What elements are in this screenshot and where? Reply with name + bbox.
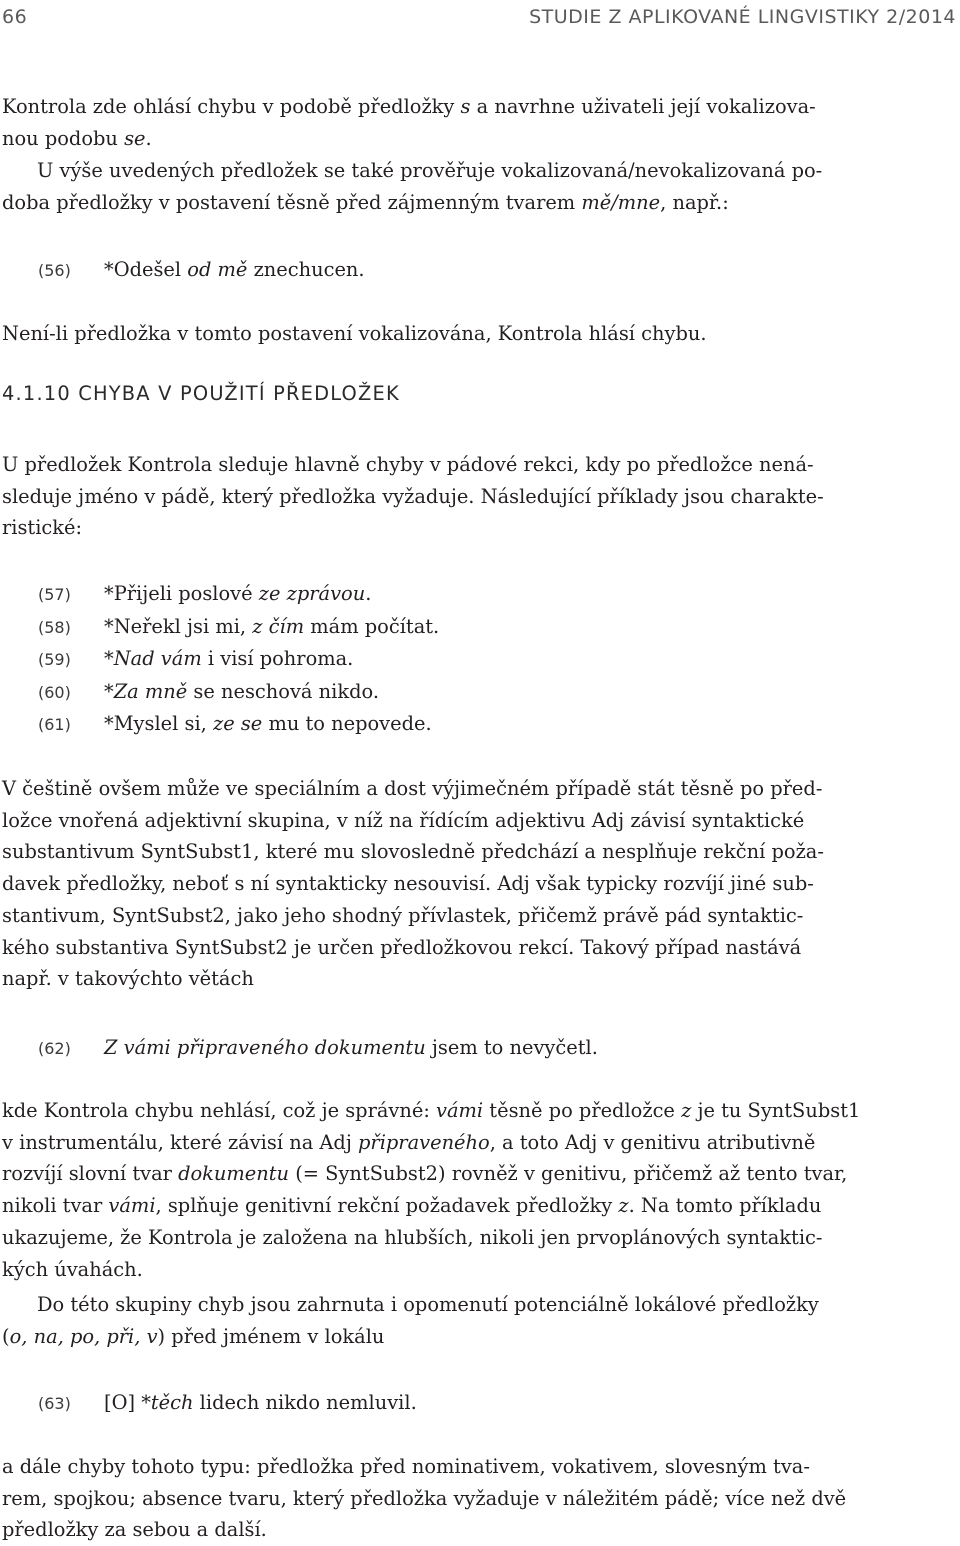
list-item: (59) *Nad vám i visí pohroma. — [38, 647, 354, 670]
example-63: (63) [O] *těch lidech nikdo nemluvil. — [38, 1391, 417, 1414]
paragraph-7: Do této skupiny chyb jsou zahrnuta i opomenutí potenciálně lokálové předložky (o, na, po, při, v) před jménem v lokálu — [2, 1293, 819, 1348]
paragraph-1: Kontrola zde ohlásí chybu v podobě předložky s a navrhne uživateli její vokalizova- nou podobu se. — [2, 95, 816, 150]
paragraph-4: U předložek Kontrola sleduje hlavně chyby v pádové rekci, kdy po předložce nená- sleduje jméno v pádě, který předložka vyžaduje. Následující příklady jsou charakte- ristické: — [2, 453, 824, 540]
paragraph-8: a dále chyby tohoto typu: předložka před nominativem, vokativem, slovesným tva- rem, spojkou; absence tvaru, který předložka vyžaduje v náležitém pádě; více než dvě předložky za sebou a další. — [2, 1455, 847, 1542]
section-heading: 4.1.10 CHYBA V POUŽITÍ PŘEDLOŽEK — [2, 382, 400, 405]
journal-title: STUDIE Z APLIKOVANÉ LINGVISTIKY 2/2014 — [529, 6, 956, 28]
paragraph-5: V češtině ovšem může ve speciálním a dost výjimečném případě stát těsně po před- ložce vnořená adjektivní skupina, v níž na řídícím adjektivu Adj závisí syntaktické substantivum SyntSubst1, které mu slovosledně předchází a nesplňuje rekční poža- davek předložky, neboť s ní syntakticky nesouvisí. Adj však typicky rozvíjí jiné sub- stantivum, SyntSubst2, jako jeho shodný přívlastek, přičemž právě pád syntaktic- kého substantiva SyntSubst2 je určen předložkovou rekcí. Takový případ nastává např. v takovýchto větách — [2, 777, 824, 991]
page-number: 66 — [2, 6, 28, 28]
list-item: (61) *Myslel si, ze se mu to nepovede. — [38, 712, 432, 735]
example-number: (56) — [38, 261, 71, 280]
example-56: (56) *Odešel od mě znechucen. — [38, 254, 938, 287]
example-list — [38, 578, 938, 741]
running-header — [2, 6, 960, 34]
list-item: (58) *Neřekl jsi mi, z čím mám počítat. — [38, 614, 440, 638]
paragraph-2: U výše uvedených předložek se také prověřuje vokalizovaná/nevokalizovaná po- doba předložky v postavení těsně před zájmenným tvarem mě/mne, např.: — [2, 159, 823, 214]
list-item: (57) *Přijeli poslové ze zprávou. — [38, 582, 372, 605]
paragraph-3: Není-li předložka v tomto postavení vokalizována, Kontrola hlásí chybu. — [2, 322, 707, 345]
example-62: (62) Z vámi připraveného dokumentu jsem to nevyčetl. — [38, 1036, 598, 1059]
paragraph-6: kde Kontrola chybu nehlásí, což je správné: vámi těsně po předložce z je tu SyntSubst1 v instrumentálu, které závisí na Adj připraveného, a toto Adj v genitivu atributivně rozvíjí slovní tvar dokumentu (= SyntSubst2) rovněž v genitivu, přičemž až tento tvar, nikoli tvar vámi, splňuje genitivní rekční požadavek předložky z. Na tomto příkladu ukazujeme, že Kontrola je založena na hlubších, nikoli jen prvoplánových syntaktic- kých úvahách. — [2, 1099, 861, 1281]
list-item: (60) *Za mně se neschová nikdo. — [38, 679, 379, 703]
